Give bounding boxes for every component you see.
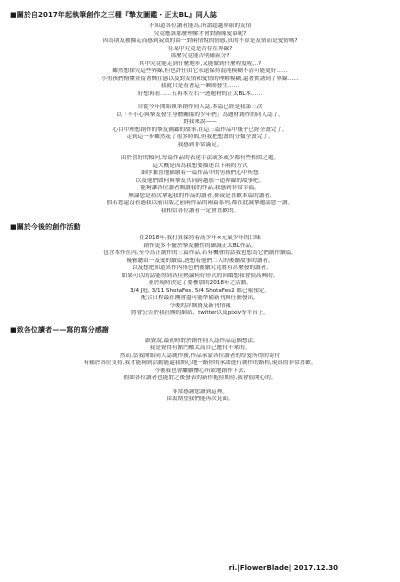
- paragraph-friendship-theme: [10, 23, 390, 98]
- text-line: 這大概是因為我想要描述以下兩的方式: [152, 162, 248, 169]
- text-line: 細序兼喜地描繪着一篇作品中的男孩們心中所想: [141, 170, 259, 176]
- author-signature: ri.|FlowerBlade| 2017.12.30: [228, 564, 338, 572]
- text-line: 今後的詳閱資及新刊情報: [169, 302, 231, 309]
- text-line: 3/4 J庭, 3/11 ShotaFes, 5/4 ShotaFes2 都已報預定。: [130, 287, 270, 294]
- text-line: 由衷期望我們能再次見面。: [166, 396, 234, 402]
- text-line: 有賴於各位支持,我才能夠到活動能還我開心地一路你的承諾進行創作的路程,現真的非常喜歡。: [83, 360, 317, 366]
- text-line: 以「不小心與摯友發生身體關係的少年們」為題材創作的同人誌了。: [116, 111, 284, 118]
- text-line: 假若您還沒看過我以前出版之前兩作品的兩篇系列,都在此誠摯邀請您一讀。: [106, 200, 294, 206]
- text-line: 不知道各位讀者能為,所謂超越界限的友情: [148, 23, 252, 29]
- text-line: 包含本作在內,至今為止創作的三篇作品,若有機會的話我也想為它們創作續篇。: [103, 250, 297, 256]
- text-line: 那麼究竟能否明確區分?: [170, 53, 230, 59]
- paragraph-future-plans: [10, 235, 390, 318]
- text-line: 自從今年開始執筆創作同人誌,本篇已經是我第三次: [137, 104, 263, 110]
- text-line: 在2018年,我打算保持着高少年×元氣少年的口味: [139, 235, 261, 241]
- text-line: 小男孩們懵懂並留著嚮往感以及對友情和愛情的理解模糊,還著實誘到了界線……: [101, 75, 299, 82]
- text-line: 雖然想探究這些界線,但也許任由它永遠保持混沌模糊不清可能更好……: [112, 68, 288, 74]
- paragraph-thanks: [10, 338, 390, 383]
- text-line: 心目中理想創作的摯友圖鑑的故事,在這三篇作品中幾乎已經全畫完了。: [112, 126, 288, 133]
- paragraph-readers: [10, 155, 390, 215]
- text-line: 好想再看……五再本左右一透題材的正太BL本……: [137, 90, 263, 97]
- text-line: 今後我也會繼續懷心所欲地創作下去,: [154, 367, 246, 374]
- text-line: 我相信各位讀者一定會喜歡的。: [160, 207, 240, 214]
- text-line: 其中究竟能走到什麼地步,又能做到什麼程度呢…?: [138, 60, 262, 67]
- text-line: 究竟應該那麼理解才會對圖像愛慕呢?: [153, 30, 247, 37]
- text-line: 走到這一步雖然花了很多時間,但我把想畫的分類全畫完了。: [126, 134, 274, 140]
- paragraph-closing: [10, 389, 390, 404]
- text-line: 我就只是看著這一瞬間發生……: [160, 83, 240, 89]
- text-line: 非常感謝您讀到這裡。: [172, 388, 228, 395]
- text-line: 在某中究竟是否存在界線?: [167, 45, 233, 52]
- text-line: 創作更多不擺於摯友屬性的御誠正太BL作品。: [143, 242, 257, 249]
- text-line: 優雅聰由一及愛的續篇,透想着他們二人的後續故事的讀者、: [126, 257, 274, 264]
- text-line: 能夠讓各位讀者閱讀我的作品,我感到非常幸福。: [140, 185, 260, 191]
- text-line: 配合日程最社團會盡可能準備新刊與任冊發出。: [141, 295, 259, 301]
- text-line: 以及想把知道異作內角色們後續究竟將有甚麼發的讀者,: [131, 265, 269, 271]
- text-line: 並於現時決定了要參加的2018年之活動。: [148, 280, 252, 286]
- section-heading-doujinshi: ■關於自2017年起執筆創作之三種『摯友圖鑑・正太BL』同人誌: [10, 11, 217, 19]
- section-heading-thanks: ■致各位讀者——寫的寫分感謝: [10, 325, 110, 334]
- text-line: 我感到非常滿足。: [177, 141, 223, 148]
- text-line: 然而,當我開始同人誌創作後,作品承蒙各位讀者的厚愛所得的寄付: [119, 352, 281, 359]
- text-line: 由於喜好的傾向,每篇作品的表達手法或多或少都有些相似之處。: [120, 155, 280, 161]
- text-line: 如果可以的話能得到各位熱論何好形式的回饋想我會很高興的。: [121, 272, 279, 279]
- text-line: 假如各位讀者也能對之後發表的新作抱持期待,我會很開心的。: [123, 375, 277, 381]
- text-line: 對我來說——: [183, 119, 217, 125]
- text-line: 我是覺得有點門檻太高自己應付不來的。: [149, 345, 251, 351]
- paragraph-third-work: [10, 104, 390, 149]
- text-line: 以及他們如何與摯友共同跨越那一道界線的故事吧。: [135, 177, 265, 184]
- text-line: 因為朋友被擄走而感到寂寞的由一對兩情悅的情感,真的不算是友情而是愛情嗎?: [102, 38, 298, 44]
- section-heading-future-activities: ■關於今後的創作活動: [10, 223, 81, 231]
- text-line: 跟覺說,最初時對於創作同人誌作品這個想法,: [145, 337, 255, 344]
- text-line: 無論您是初次拿起我的作品的讀者,抑或是喜歡本篇的讀者,: [128, 192, 272, 199]
- text-line: 將會公告於我社團的網站、twitter以及pixiv等平台上。: [130, 310, 269, 316]
